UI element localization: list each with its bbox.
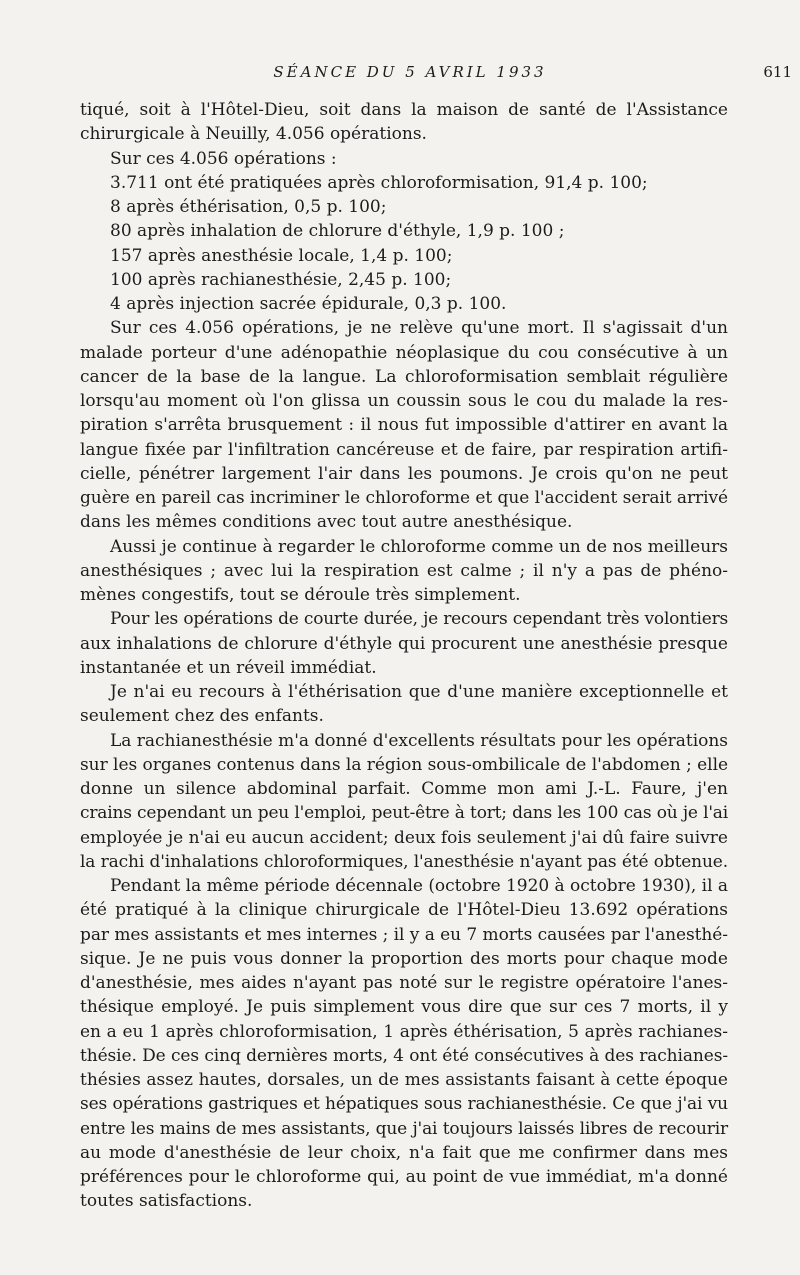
text-line: La rachianesthésie m'a donné d'excellents résultats pour les opérations — [110, 730, 728, 751]
text-line: chirurgicale à Neuilly, 4.056 opérations. — [80, 124, 427, 145]
text-line: piration s'arrêta brusquement : il nous fut impossible d'attirer en avant la — [80, 415, 728, 436]
text-line: sique. Je ne puis vous donner la proportion des morts pour chaque mode — [80, 948, 728, 969]
text-line: toutes satisfactions. — [80, 1191, 253, 1212]
text-line: Sur ces 4.056 opérations, je ne relève qu'une mort. Il s'agissait d'un — [110, 318, 728, 339]
running-title: SÉANCE DU 5 AVRIL 1933 — [273, 63, 547, 81]
text-line: instantanée et un réveil immédiat. — [80, 657, 377, 678]
text-line: 8 après éthérisation, 0,5 p. 100; — [110, 197, 387, 217]
text-line: seulement chez des enfants. — [80, 706, 324, 727]
page-number: 611 — [763, 63, 792, 81]
text-line: crains cependant un peu l'emploi, peut-être à tort; dans les 100 cas où je l'ai — [80, 803, 728, 824]
text-line: la rachi d'inhalations chloroformiques, l'anesthésie n'ayant pas été obtenue. — [80, 851, 728, 872]
text-line: cielle, pénétrer largement l'air dans les poumons. Je crois qu'on ne peut — [80, 463, 728, 484]
text-line: d'anesthésie, mes aides n'ayant pas noté sur le registre opératoire l'anes- — [80, 973, 728, 993]
text-line: anesthésiques ; avec lui la respiration est calme ; il n'y a pas de phéno- — [80, 560, 728, 581]
text-line: dans les mêmes conditions avec tout autre anesthésique. — [80, 512, 573, 533]
text-line: guère en pareil cas incriminer le chloroforme et que l'accident serait arrivé — [80, 488, 728, 508]
text-line: entre les mains de mes assistants, que j'ai toujours laissés libres de recourir — [80, 1118, 728, 1139]
text-line: au mode d'anesthésie de leur choix, n'a fait que me confirmer dans mes — [80, 1142, 728, 1163]
text-line: été pratiqué à la clinique chirurgicale de l'Hôtel-Dieu 13.692 opérations — [80, 900, 728, 921]
text-line: tiqué, soit à l'Hôtel-Dieu, soit dans la maison de santé de l'Assistance — [80, 100, 728, 120]
text-line: donne un silence abdominal parfait. Comme mon ami J.-L. Faure, j'en — [80, 779, 728, 799]
text-line: thésie. De ces cinq dernières morts, 4 ont été consécutives à des rachianes- — [80, 1045, 728, 1066]
body-text — [80, 98, 728, 1214]
page-header — [0, 61, 800, 85]
text-line: 4 après injection sacrée épidurale, 0,3 p. 100. — [110, 294, 507, 314]
text-line: 80 après inhalation de chlorure d'éthyle, 1,9 p. 100 ; — [110, 221, 565, 242]
text-line: thésies assez hautes, dorsales, un de mes assistants faisant à cette époque — [80, 1070, 728, 1090]
text-line: 157 après anesthésie locale, 1,4 p. 100; — [110, 245, 453, 266]
text-line: Aussi je continue à regarder le chloroforme comme un de nos meilleurs — [110, 536, 728, 557]
text-line: malade porteur d'une adénopathie néoplasique du cou consécutive à un — [80, 342, 728, 363]
text-line: mènes congestifs, tout se déroule très simplement. — [80, 585, 521, 605]
text-line: 3.711 ont été pratiquées après chloroformisation, 91,4 p. 100; — [110, 172, 648, 193]
text-line: Pour les opérations de courte durée, je recours cependant très volontiers — [110, 609, 728, 630]
text-line: employée je n'ai eu aucun accident; deux fois seulement j'ai dû faire suivre — [80, 827, 728, 848]
text-line: en a eu 1 après chloroformisation, 1 après éthérisation, 5 après rachianes- — [80, 1021, 728, 1042]
text-line: 100 après rachianesthésie, 2,45 p. 100; — [110, 269, 452, 290]
text-line: préférences pour le chloroforme qui, au point de vue immédiat, m'a donné — [80, 1167, 728, 1187]
text-line: cancer de la base de la langue. La chloroformisation semblait régulière — [80, 366, 728, 387]
text-line: Je n'ai eu recours à l'éthérisation que d'une manière exceptionnelle et — [110, 682, 728, 702]
text-line: Pendant la même période décennale (octobre 1920 à octobre 1930), il a — [110, 876, 728, 896]
text-line: sur les organes contenus dans la région sous-ombilicale de l'abdomen ; elle — [80, 754, 728, 775]
text-line: thésique employé. Je puis simplement vous dire que sur ces 7 morts, il y — [80, 997, 728, 1018]
text-line: langue fixée par l'infiltration cancéreuse et de faire, par respiration artifi- — [80, 439, 728, 460]
text-line: par mes assistants et mes internes ; il y a eu 7 morts causées par l'anesthé- — [80, 924, 728, 945]
text-line: lorsqu'au moment où l'on glissa un coussin sous le cou du malade la res- — [80, 391, 728, 411]
text-line: Sur ces 4.056 opérations : — [110, 148, 337, 169]
text-line: ses opérations gastriques et hépatiques sous rachianesthésie. Ce que j'ai vu — [80, 1094, 728, 1115]
text-line: aux inhalations de chlorure d'éthyle qui procurent une anesthésie presque — [80, 633, 728, 654]
